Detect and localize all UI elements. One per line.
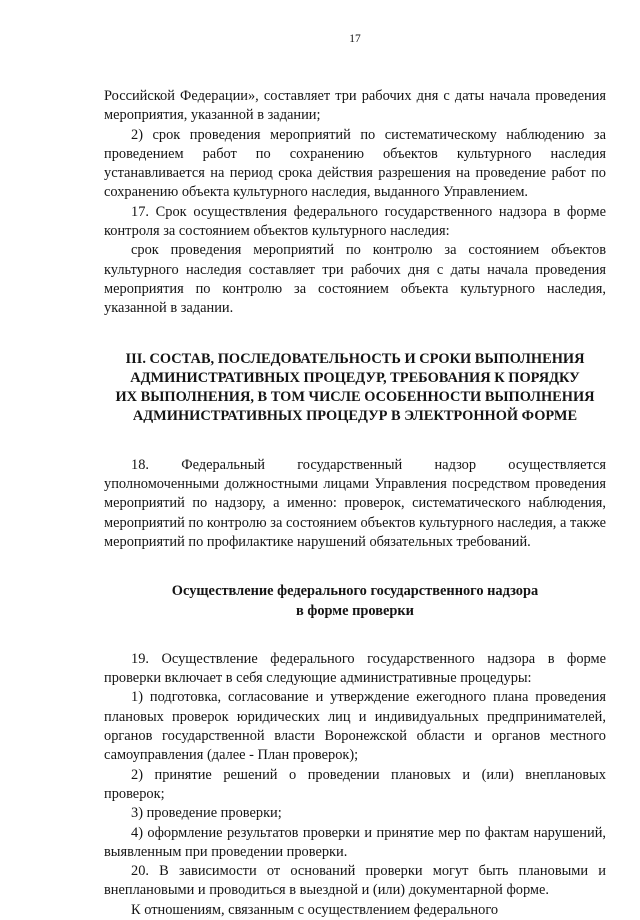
section-heading-line-2: АДМИНИСТРАТИВНЫХ ПРОЦЕДУР, ТРЕБОВАНИЯ К ПОРЯДКУ: [130, 369, 580, 386]
paragraph-relations: К отношениям, связанным с осуществлением федерального: [131, 901, 499, 918]
list-item-3: 3) проведение проверки;: [131, 805, 282, 822]
section-heading-line-1: III. СОСТАВ, ПОСЛЕДОВАТЕЛЬНОСТЬ И СРОКИ ВЫПОЛНЕНИЯ: [125, 350, 585, 367]
section-heading-line-3: ИХ ВЫПОЛНЕНИЯ, В ТОМ ЧИСЛЕ ОСОБЕННОСТИ ВЫПОЛНЕНИЯ: [115, 389, 595, 406]
paragraph-20: 20. В зависимости от оснований проверки могут быть плановыми и внеплановыми и проводиться в выездной и (или) документарной форме.: [104, 863, 606, 899]
subsection-heading-line-1: Осуществление федерального государственного надзора: [171, 583, 539, 600]
paragraph-19: 19. Осуществление федерального государственного надзора в форме проверки включает в себя следующие административные процедуры:: [104, 650, 606, 687]
section-heading: [104, 350, 606, 427]
paragraph-18: 18. Федеральный государственный надзор осуществляется уполномоченными должностными лицами Управления посредством проведения мероприятий по надзору, а именно: проверок, систематического наблюдения, мероприятий по контролю за состоянием объектов культурного наследия, а также мероприятий по профилактике нарушений обязательных требований.: [104, 456, 606, 550]
paragraph-observation-term: 2) срок проведения мероприятий по систематическому наблюдению за проведением работ по сохранению объектов культурного наследия устанавливается на период срока действия разрешения на проведение работ по сохранению объекта культурного наследия, выданного Управлением.: [104, 126, 606, 201]
subsection-heading-line-2: в форме проверки: [296, 602, 414, 619]
list-item-2: 2) принятие решений о проведении плановых и (или) внеплановых проверок;: [104, 766, 606, 802]
paragraph-control-term: срок проведения мероприятий по контролю за состоянием объектов культурного наследия составляет три рабочих дня с даты начала проведения мероприятия по контролю за состоянием объекта культурного наследия, указанной в задании.: [104, 242, 606, 317]
list-item-1: 1) подготовка, согласование и утверждение ежегодного плана проведения плановых проверок юридических лиц и индивидуальных предпринимателей, органов государственной власти Воронежской области и органов местного самоуправления (далее - План проверок);: [104, 689, 606, 764]
document-body: [104, 87, 606, 920]
list-item-4: 4) оформление результатов проверки и принятие мер по фактам нарушений, выявленным при проведении проверки.: [104, 824, 606, 860]
subsection-heading: [104, 582, 606, 621]
section-heading-line-4: АДМИНИСТРАТИВНЫХ ПРОЦЕДУР В ЭЛЕКТРОННОЙ ФОРМЕ: [132, 408, 578, 425]
page-number: 17: [349, 33, 361, 45]
paragraph-continuation: Российской Федерации», составляет три рабочих дня с даты начала проведения мероприятия, указанной в задании;: [104, 88, 606, 124]
paragraph-17: 17. Срок осуществления федерального государственного надзора в форме контроля за состоянием объектов культурного наследия:: [104, 203, 606, 240]
